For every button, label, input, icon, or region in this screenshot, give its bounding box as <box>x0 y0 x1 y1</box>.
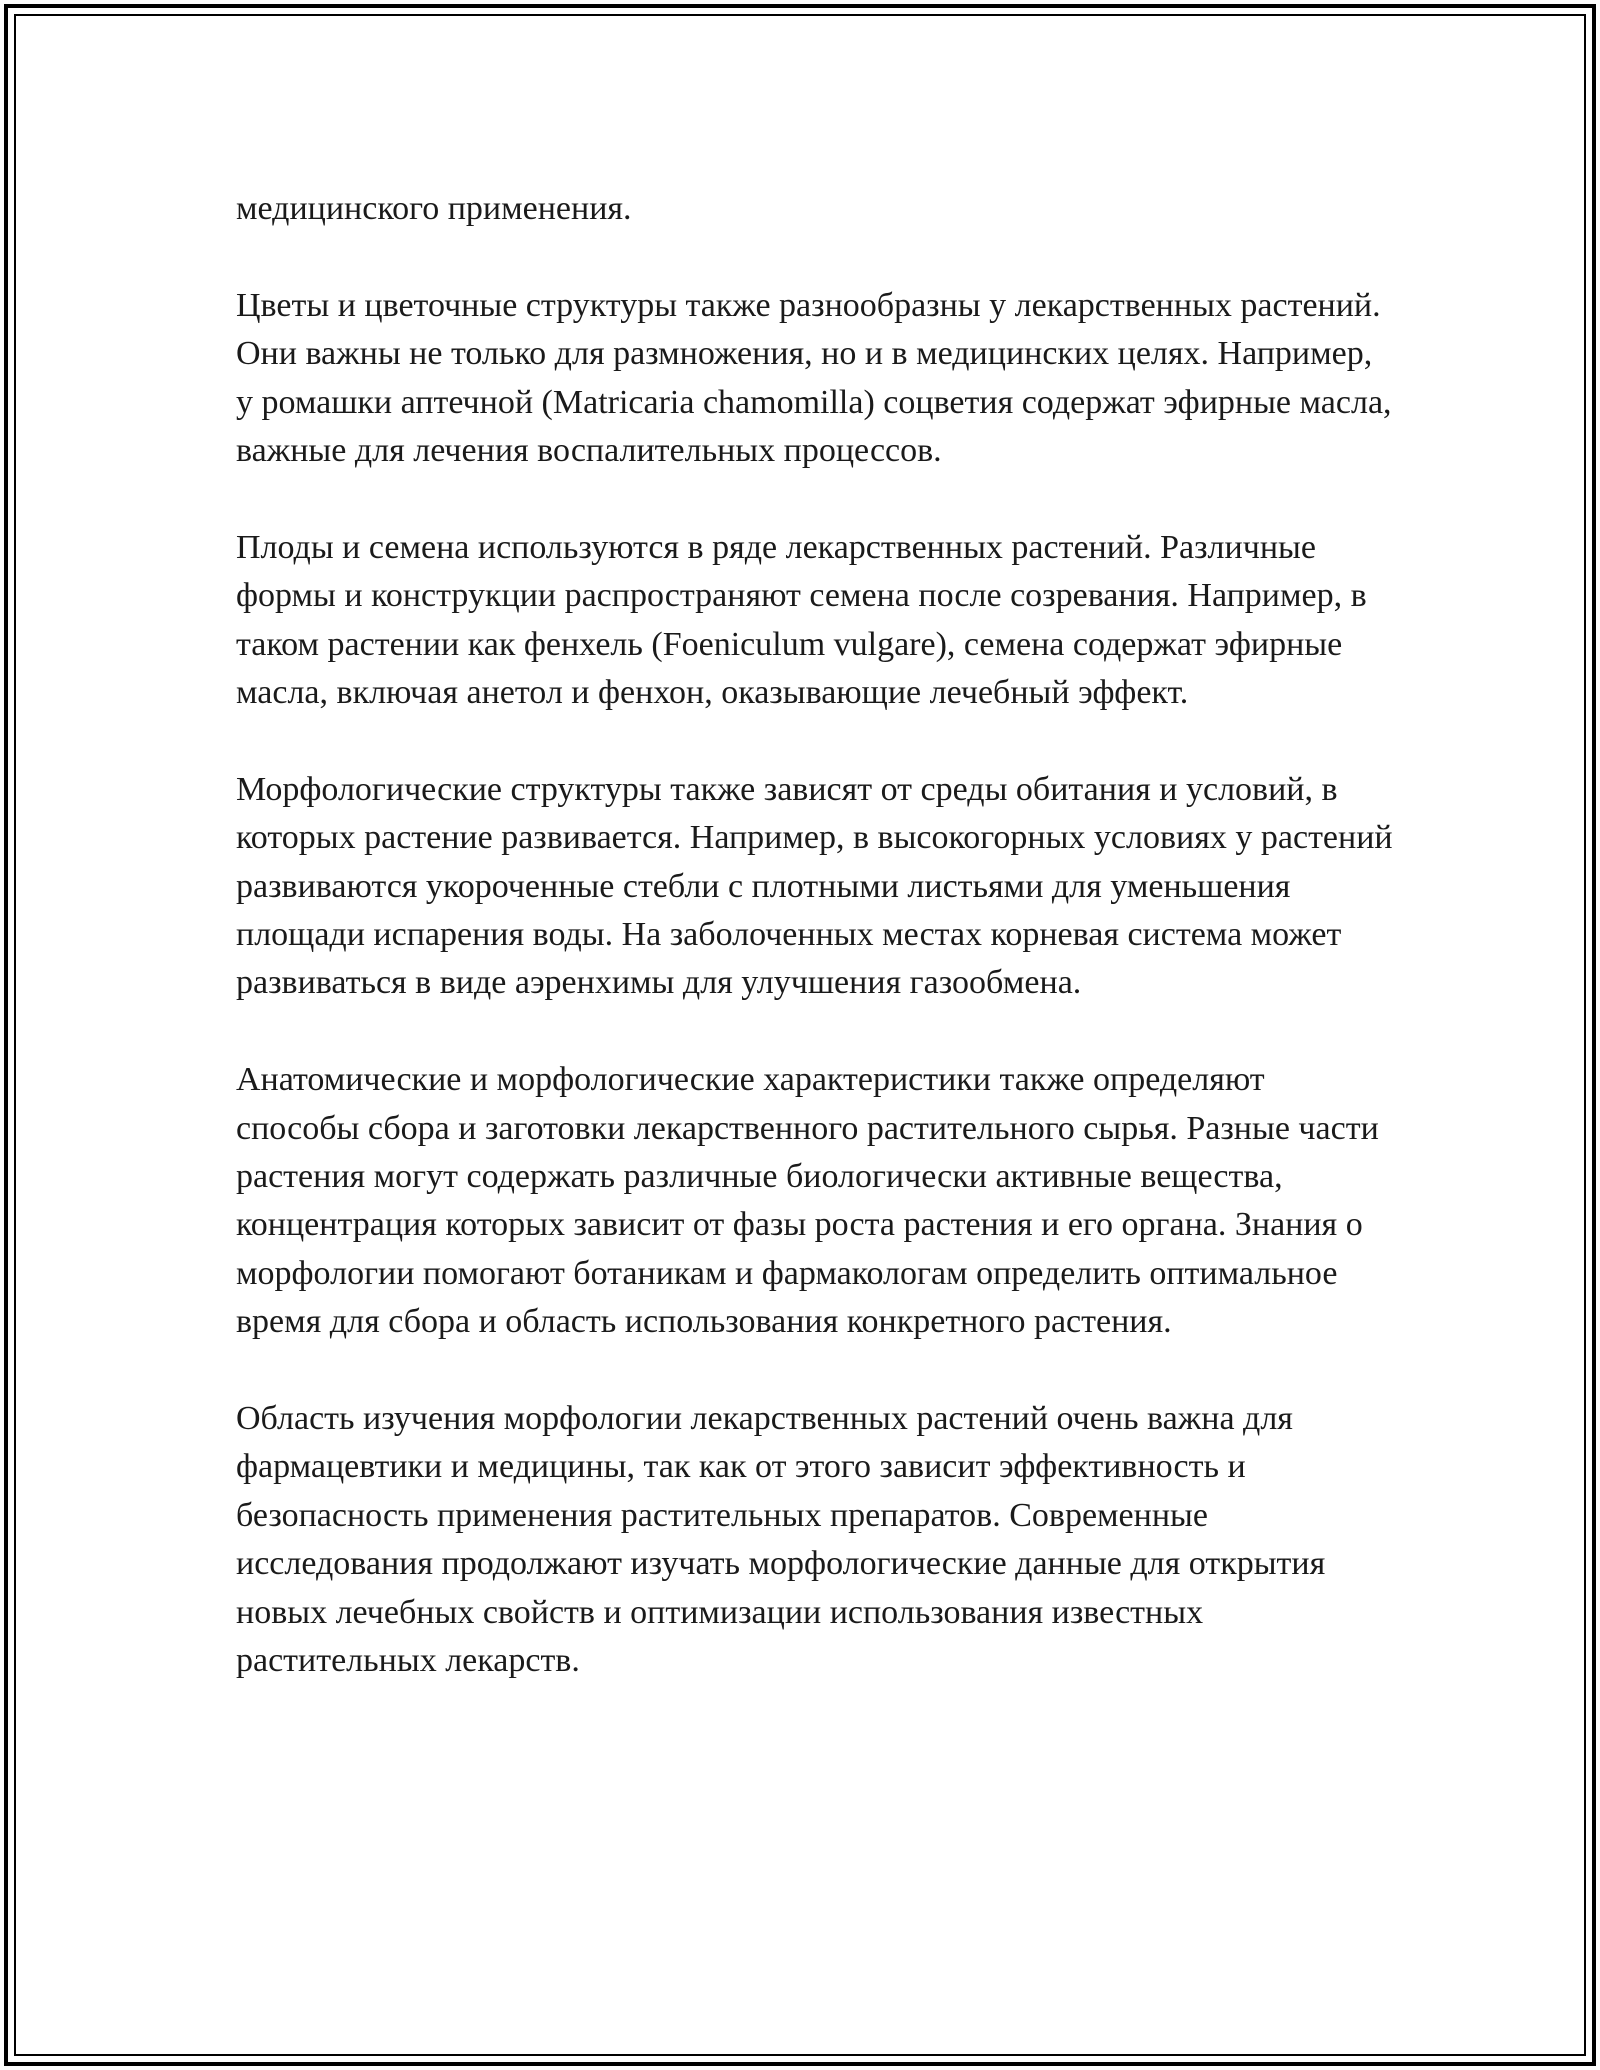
paragraph-continuation: медицинского применения. <box>236 190 632 227</box>
document-body <box>236 185 1396 1686</box>
paragraph-fruits-seeds: Плоды и семена используются в ряде лекарственных растений. Различные формы и конструкции распространяют семена после созревания. Например, в таком растении как фенхель (Foeniculum vulgare), семена содержат эфирные масла, включая анетол и фенхон, оказывающие лечебный эффект. <box>236 528 1367 712</box>
paragraph-harvesting: Анатомические и морфологические характеристики также определяют способы сбора и заготовки лекарственного растительного сырья. Разные части растения могут содержать различные биологически активные вещества, концентрация которых зависит от фазы роста растения и его органа. Знания о морфологии помогают ботаникам и фармакологам определить оптимальное время для сбора и область использования конкретного растения. <box>236 1061 1379 1341</box>
paragraph-conclusion: Область изучения морфологии лекарственных растений очень важна для фармацевтики и медицины, так как от этого зависит эффективность и безопасность применения растительных препаратов. Современные исследования продолжают изучать морфологические данные для открытия новых лечебных свойств и оптимизации использования известных растительных лекарств. <box>236 1400 1326 1680</box>
paragraph-habitat: Морфологические структуры также зависят от среды обитания и условий, в которых растение развивается. Например, в высокогорных условиях у растений развиваются укороченные стебли с плотными листьями для уменьшения площади испарения воды. На заболоченных местах корневая система может развиваться в виде аэренхимы для улучшения газообмена. <box>236 770 1393 1002</box>
paragraph-flowers: Цветы и цветочные структуры также разнообразны у лекарственных растений. Они важны не только для размножения, но и в медицинских целях. Например, у ромашки аптечной (Matricaria chamomilla) соцветия содержат эфирные масла, важные для лечения воспалительных процессов. <box>236 286 1392 470</box>
